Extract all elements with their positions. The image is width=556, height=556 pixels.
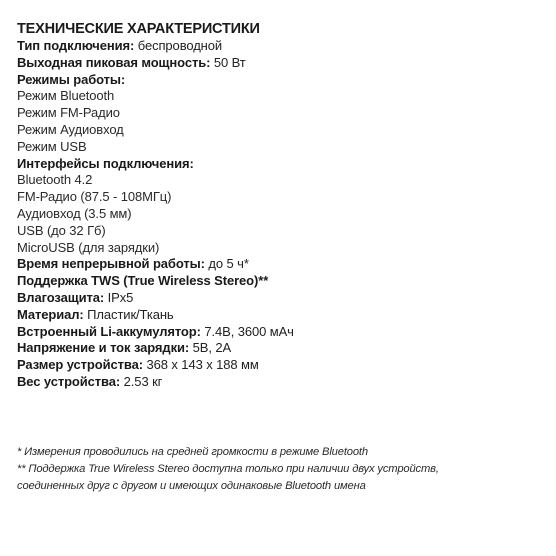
spec-key: Режимы работы: — [17, 71, 126, 87]
spec-line-battery — [17, 324, 547, 341]
spec-line-mode-usb — [17, 139, 547, 156]
spec-line-interface-aux — [17, 206, 547, 223]
spec-key: Вес устройства: — [17, 373, 121, 389]
spec-line-modes-heading — [17, 72, 547, 89]
spec-value: 5В, 2А — [189, 340, 232, 356]
spec-line-dimensions — [17, 357, 547, 374]
spec-line-interface-bluetooth — [17, 172, 547, 189]
spec-value: FM-Радио (87.5 - 108МГц) — [17, 189, 172, 205]
footnote-tws: ** Поддержка True Wireless Stereo доступна только при наличии двух устройств, — [17, 463, 439, 475]
spec-key: Напряжение и ток зарядки: — [17, 340, 190, 356]
spec-line-peak-power — [17, 55, 547, 72]
spec-value: 368 x 143 x 188 мм — [142, 357, 259, 373]
spec-key: Выходная пиковая мощность: — [17, 54, 211, 70]
spec-line-tws — [17, 273, 547, 290]
spec-key: Интерфейсы подключения: — [17, 155, 194, 171]
spec-title: ТЕХНИЧЕСКИЕ ХАРАКТЕРИСТИКИ — [17, 21, 260, 37]
spec-value: беспроводной — [134, 38, 223, 53]
footnote-runtime: * Измерения проводились на средней громкости в режиме Bluetooth — [17, 446, 368, 458]
spec-value: Режим FM-Радио — [17, 105, 120, 121]
spec-line-water-protection — [17, 290, 547, 307]
spec-line-interface-fm — [17, 189, 547, 206]
spec-line-weight — [17, 374, 547, 391]
spec-line-charging — [17, 340, 547, 357]
spec-key: Размер устройства: — [17, 357, 143, 373]
spec-key: Встроенный Li-аккумулятор: — [17, 323, 201, 339]
spec-key: Поддержка TWS (True Wireless Stereo)** — [17, 273, 269, 289]
spec-value: 50 Вт — [210, 54, 246, 70]
spec-line-runtime — [17, 256, 547, 273]
spec-sheet — [17, 20, 547, 391]
footnotes — [17, 444, 547, 495]
spec-value: Bluetooth 4.2 — [17, 172, 93, 188]
spec-key: Время непрерывной работы: — [17, 256, 205, 272]
spec-value: 2.53 кг — [120, 373, 163, 389]
spec-value: Режим Bluetooth — [17, 88, 115, 104]
spec-value: Аудиовход (3.5 мм) — [17, 205, 132, 221]
spec-value: Режим Аудиовход — [17, 121, 124, 137]
spec-value: Режим USB — [17, 138, 87, 154]
spec-line-interface-microusb — [17, 240, 547, 257]
spec-line-material — [17, 307, 547, 324]
spec-line-mode-aux — [17, 122, 547, 139]
spec-line-interfaces-heading — [17, 156, 547, 173]
spec-line-mode-fm — [17, 105, 547, 122]
spec-line-interface-usb — [17, 223, 547, 240]
spec-value: 7.4В, 3600 мАч — [200, 323, 294, 339]
spec-list — [17, 38, 547, 391]
spec-value: USB (до 32 Гб) — [17, 222, 106, 238]
spec-key: Влагозащита: — [17, 289, 105, 305]
spec-value: MicroUSB (для зарядки) — [17, 239, 160, 255]
spec-key: Тип подключения: — [17, 38, 135, 53]
spec-line-mode-bluetooth — [17, 88, 547, 105]
spec-line-connection-type — [17, 38, 547, 55]
spec-value: до 5 ч* — [204, 256, 249, 272]
spec-value: IPx5 — [104, 289, 134, 305]
footnote-tws-continued: соединенных друг с другом и имеющих одинаковые Bluetooth имена — [17, 480, 366, 492]
spec-key: Материал: — [17, 306, 84, 322]
spec-value: Пластик/Ткань — [83, 306, 174, 322]
